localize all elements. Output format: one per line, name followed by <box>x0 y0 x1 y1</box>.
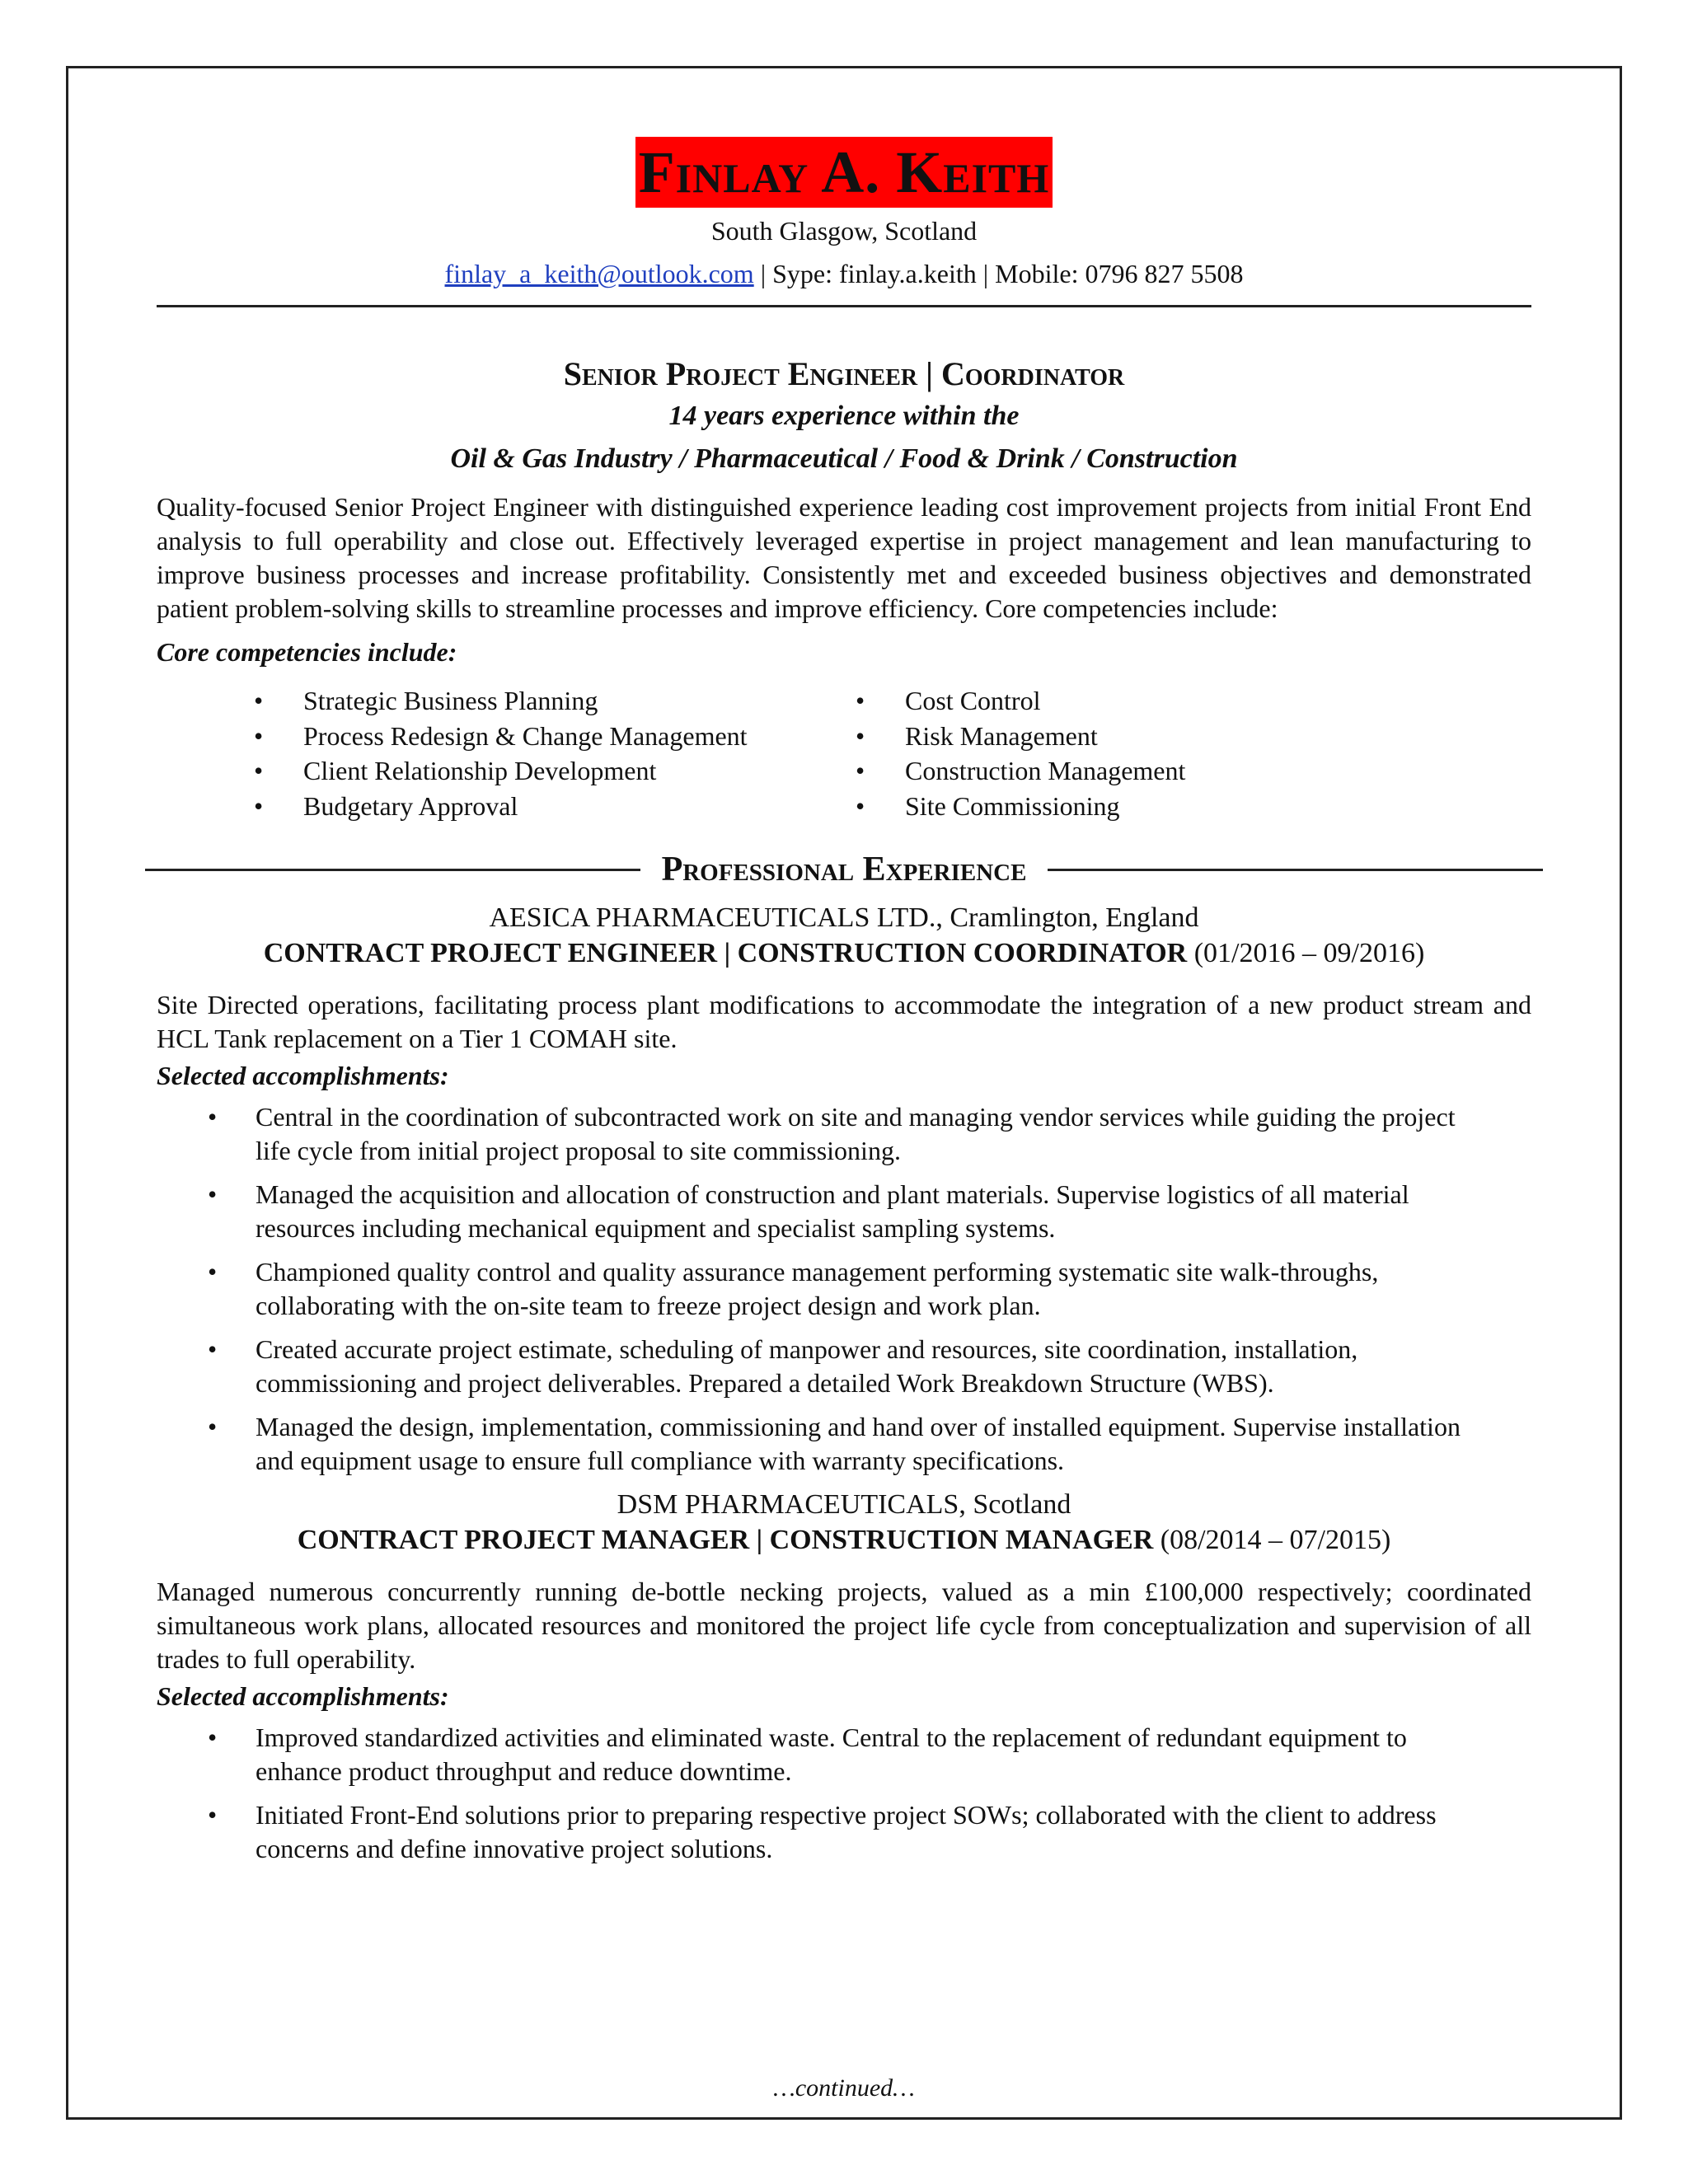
job-role-line <box>157 935 1531 972</box>
accomplishments-list <box>157 1100 1531 1478</box>
competency-item: • Client Relationship Development <box>254 753 856 789</box>
header-divider <box>157 305 1531 307</box>
competencies-right-column <box>856 683 1185 823</box>
job-entry-dsm <box>157 1488 1531 1866</box>
resume-content <box>157 137 1531 1876</box>
accomplishment-item: • Championed quality control and quality assurance management performing systematic site walk-throughs, collaborating with the on-site team to freeze project design and work plan. <box>157 1255 1531 1323</box>
job-dates: (01/2016 – 09/2016) <box>1187 938 1425 968</box>
location: South Glasgow, Scotland <box>710 216 978 246</box>
accomplishment-item: • Improved standardized activities and eliminated waste. Central to the replacement of redundant equipment to enhance product throughput and reduce downtime. <box>157 1721 1531 1788</box>
competency-item: • Construction Management <box>856 753 1185 789</box>
headline-tagline-2: Oil & Gas Industry / Pharmaceutical / Food & Drink / Construction <box>450 443 1238 474</box>
section-rule-left <box>145 869 640 871</box>
accomplishments-title: Selected accomplishments: <box>157 1061 449 1090</box>
accomplishments-title: Selected accomplishments: <box>157 1681 449 1711</box>
job-dates: (08/2014 – 07/2015) <box>1153 1525 1391 1555</box>
accomplishment-item: • Initiated Front-End solutions prior to preparing respective project SOWs; collaborated with the client to address concerns and define innovative project solutions. <box>157 1798 1531 1866</box>
section-rule-right <box>1048 869 1543 871</box>
name-banner <box>157 137 1531 209</box>
competency-item: • Risk Management <box>856 719 1185 754</box>
job-role-title: CONTRACT PROJECT ENGINEER | CONSTRUCTION COORDINATOR <box>263 938 1188 968</box>
competency-item: • Cost Control <box>856 683 1185 719</box>
experience-section-title: Professional Experience <box>661 851 1027 888</box>
competency-item: • Strategic Business Planning <box>254 683 856 719</box>
job-description: Managed numerous concurrently running de-bottle necking projects, valued as a min £100,000 respectively; coordinated simultaneous work plans, allocated resources and monitored the project life cycle from conceptualization and supervision of all trades to full operability. <box>157 1577 1531 1674</box>
contact-details: | Sype: finlay.a.keith | Mobile: 0796 827 5508 <box>753 259 1244 288</box>
competency-item: • Site Commissioning <box>856 789 1185 824</box>
headline-tagline-1: 14 years experience within the <box>668 401 1020 431</box>
competency-item: • Process Redesign & Change Management <box>254 719 856 754</box>
experience-section-header <box>145 846 1543 893</box>
job-entry-aesica <box>157 901 1531 1478</box>
candidate-name: Finlay A. Keith <box>635 137 1053 208</box>
headline-title: Senior Project Engineer | Coordinator <box>563 355 1125 392</box>
competencies-grid <box>254 683 1531 823</box>
continued-footer: …continued… <box>773 2074 915 2102</box>
competencies-title: Core competencies include: <box>157 637 457 667</box>
job-company: DSM PHARMACEUTICALS, Scotland <box>617 1489 1071 1520</box>
accomplishment-item: • Managed the acquisition and allocation of construction and plant materials. Supervise logistics of all material resources including mechanical equipment and specialist sampling systems. <box>157 1178 1531 1245</box>
competencies-left-column <box>254 683 856 823</box>
email-link[interactable]: finlay_a_keith@outlook.com <box>444 259 754 288</box>
competency-item: • Budgetary Approval <box>254 789 856 824</box>
job-company: AESICA PHARMACEUTICALS LTD., Cramlington, England <box>489 902 1199 933</box>
contact-line <box>157 255 1531 292</box>
accomplishment-item: • Managed the design, implementation, commissioning and hand over of installed equipment. Supervise installation and equipment usage to ensure full compliance with warranty specifications. <box>157 1410 1531 1478</box>
summary-paragraph: Quality-focused Senior Project Engineer with distinguished experience leading cost improvement projects from initial Front End analysis to full operability and close out. Effectively leveraged expertise in project management and lean manufacturing to improve business processes and increase profitability. Consistently met and exceeded business objectives and demonstrated patient problem-solving skills to streamline processes and improve efficiency. Core competencies include: <box>157 492 1531 623</box>
accomplishments-list <box>157 1721 1531 1866</box>
accomplishment-item: • Central in the coordination of subcontracted work on site and managing vendor services while guiding the project life cycle from initial project proposal to site commissioning. <box>157 1100 1531 1168</box>
job-description: Site Directed operations, facilitating process plant modifications to accommodate the integration of a new product stream and HCL Tank replacement on a Tier 1 COMAH site. <box>157 990 1531 1053</box>
job-role-title: CONTRACT PROJECT MANAGER | CONSTRUCTION MANAGER <box>297 1525 1154 1555</box>
accomplishment-item: • Created accurate project estimate, scheduling of manpower and resources, site coordination, installation, commissioning and project deliverables. Prepared a detailed Work Breakdown Structure (WBS). <box>157 1333 1531 1400</box>
job-role-line <box>157 1522 1531 1558</box>
